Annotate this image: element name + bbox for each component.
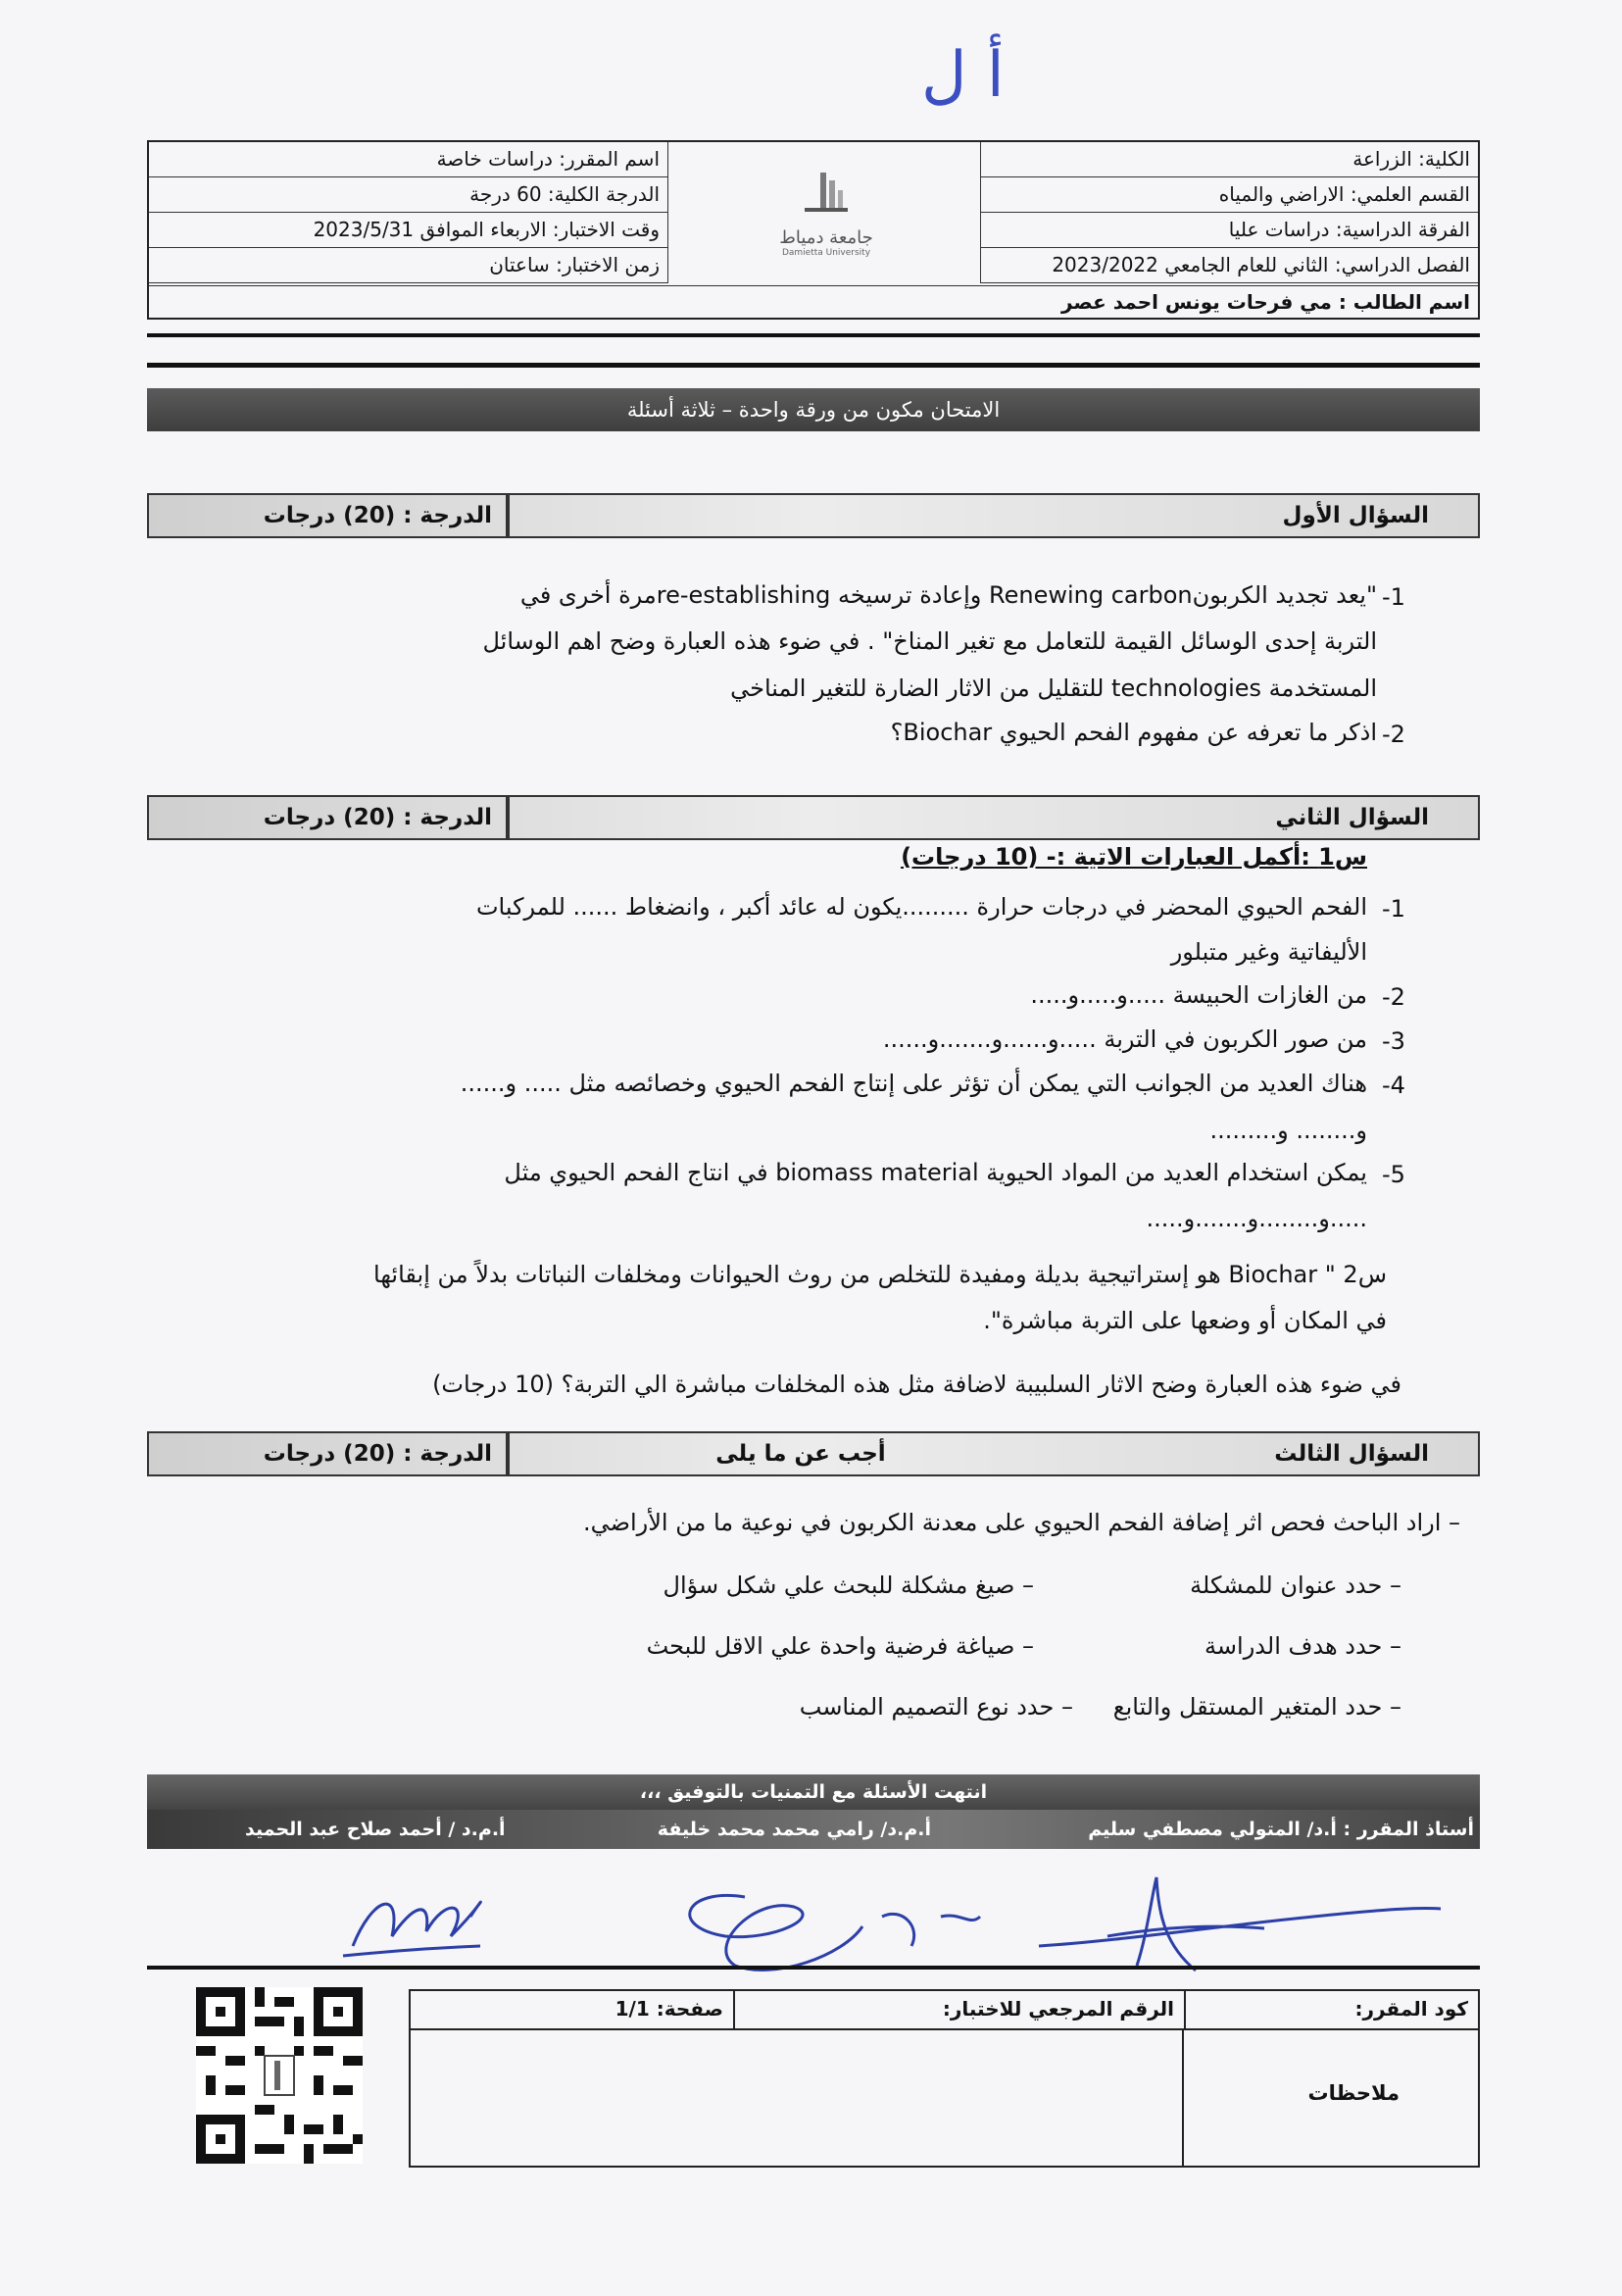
professor-3: أ.م.د / أحمد صلاح عبد الحميد [245, 1819, 506, 1840]
header-left-column [149, 142, 668, 283]
question-1-middle [508, 495, 1092, 536]
item-number: -2 [1382, 721, 1405, 748]
total-grade-cell: الدرجة الكلية: 60 درجة [149, 177, 668, 213]
q1-item-1-line-2: التربة إحدى الوسائل القيمة للتعامل مع تغير المناخ" . في ضوء هذه العبارة وضح اهم الوسائل [482, 627, 1377, 655]
q2-item-5-line-1: يمكن استخدام العديد من المواد الحيوية biomass material في انتاج الفحم الحيوي مثل [504, 1159, 1367, 1186]
faculty-cell: الكلية: الزراعة [980, 142, 1478, 177]
university-logo [668, 142, 984, 284]
signature-2 [690, 1895, 980, 1970]
item-number: -2 [1382, 983, 1405, 1011]
q2-item-1-line-2: الأليفاتية وغير متبلور [1170, 938, 1367, 966]
professors-bar [147, 1810, 1480, 1849]
q2-item-1-line-1: الفحم الحيوي المحضر في درجات حرارة .........يكون له عائد أكبر ، وانضغاط ...... للمركبات [475, 893, 1367, 921]
exam-time-cell: وقت الاختبار: الاربعاء الموافق 2023/5/31 [149, 213, 668, 248]
item-number: -1 [1382, 895, 1405, 923]
question-2-grade: الدرجة : (20) درجات [149, 797, 508, 838]
divider-line [147, 363, 1480, 368]
footer-table [409, 1989, 1480, 2168]
question-3-header [147, 1431, 1480, 1476]
item-number: -3 [1382, 1027, 1405, 1055]
level-cell: الفرقة الدراسية: دراسات عليا [980, 213, 1478, 248]
handwritten-mark: أ ل [921, 39, 1005, 112]
q2-item-4-line-1: هناك العديد من الجوانب التي يمكن أن تؤثر على إنتاج الفحم الحيوي وخصائصه مثل ..... و...... [460, 1070, 1367, 1097]
semester-cell: الفصل الدراسي: الثاني للعام الجامعي 2023/2022 [980, 248, 1478, 283]
footer-divider [147, 1966, 1480, 1970]
q3-task-2: – صيغ مشكلة للبحث علي شكل سؤال [663, 1572, 1034, 1599]
q3-task-6: – حدد نوع التصميم المناسب [799, 1693, 1073, 1721]
q2-item-2-line-1: من الغازات الحبيسة .....و.....و..... [1030, 981, 1367, 1009]
q1-item-1-line-1: "يعد تجديد الكربونRenewing carbon وإعادة ترسيخه re-establishingمرة أخرى في [519, 581, 1377, 609]
q2-item-3-line-1: من صور الكربون في التربة .....و......و.......و...... [882, 1025, 1367, 1053]
q1-item-1-line-3: المستخدمة technologies للتقليل من الاثار الضارة للتغير المناخي [730, 674, 1377, 702]
question-1-header [147, 493, 1480, 538]
item-number: -5 [1382, 1161, 1405, 1188]
q1-item-2-line-1: اذكر ما تعرفه عن مفهوم الفحم الحيوي Biochar؟ [890, 719, 1377, 746]
item-number: -4 [1382, 1072, 1405, 1099]
exam-banner: الامتحان مكون من ورقة واحدة – ثلاثة أسئلة [147, 388, 1480, 431]
course-code-label: كود المقرر: [1184, 1991, 1478, 2028]
q2-sub2-line-1: س2 " Biochar هو إستراتيجية بديلة ومفيدة للتخلص من روث الحيوانات ومخلفات النباتات بدلاً من إبقائها [373, 1261, 1387, 1288]
course-name-cell: اسم المقرر: دراسات خاصة [149, 142, 668, 177]
question-2-header [147, 795, 1480, 840]
footer-column-divider [1182, 2028, 1184, 2166]
qr-code-icon [196, 1987, 363, 2164]
department-cell: القسم العلمي: الاراضي والمياه [980, 177, 1478, 213]
question-2-middle [508, 797, 1092, 838]
q3-task-5: – حدد المتغير المستقل والتابع [1112, 1693, 1401, 1721]
closing-bar [147, 1774, 1480, 1810]
q2-sub1-title: س1 :أكمل العبارات الاتية :- (10 درجات) [901, 843, 1367, 871]
notes-label: ملاحظات [1307, 2081, 1400, 2105]
question-3-middle: أجب عن ما يلى [508, 1433, 1092, 1474]
university-logo-icon [797, 169, 856, 227]
closing-text: انتهت الأسئلة مع التمنيات بالتوفيق ،،، [639, 1781, 988, 1803]
exam-duration-cell: زمن الاختبار: ساعتان [149, 248, 668, 283]
q3-task-1: – حدد عنوان للمشكلة [1190, 1572, 1401, 1599]
question-2-title: السؤال الثاني [1275, 805, 1429, 830]
course-professor: أستاذ المقرر : أ.د/ المتولي مصطفي سليم [1088, 1819, 1474, 1840]
q2-item-4-line-2: و........ و......... [1209, 1117, 1367, 1144]
q2-sub2-line-2: في المكان أو وضعها على التربة مباشرة". [983, 1307, 1387, 1334]
question-1-title: السؤال الأول [1282, 503, 1429, 528]
student-name: اسم الطالب : مي فرحات يونس احمد عصر [149, 285, 1478, 320]
signature-3 [343, 1902, 480, 1956]
q2-item-5-line-2: .....و........و.......و..... [1146, 1205, 1367, 1232]
exam-reference-label: الرقم المرجعي للاختبار: [733, 1991, 1184, 2028]
question-3-grade: الدرجة : (20) درجات [149, 1433, 508, 1474]
signature-1 [1039, 1877, 1441, 1971]
q2-sub2-question: في ضوء هذه العبارة وضح الاثار السلبيبة لاضافة مثل هذه المخلفات مباشرة الي التربة؟ (10 درجات) [432, 1371, 1401, 1398]
item-number: -1 [1382, 583, 1405, 611]
q3-task-4: – صياغة فرضية واحدة علي الاقل للبحث [646, 1632, 1034, 1660]
professor-2: أ.م.د/ رامي محمد محمد خليفة [657, 1819, 931, 1840]
logo-text-ar: جامعة دمياط [779, 227, 873, 248]
q3-task-3: – حدد هدف الدراسة [1204, 1632, 1401, 1660]
question-1-grade: الدرجة : (20) درجات [149, 495, 508, 536]
header-table [147, 140, 1480, 320]
header-right-column [980, 142, 1478, 283]
question-3-title: السؤال الثالث [1274, 1441, 1429, 1467]
divider-line [147, 333, 1480, 337]
logo-text-en: Damietta University [781, 248, 871, 258]
page-number: صفحة: 1/1 [614, 1997, 723, 2021]
q3-intro: – اراد الباحث فحص اثر إضافة الفحم الحيوي على معدنة الكربون في نوعية ما من الأراضي. [582, 1509, 1460, 1536]
